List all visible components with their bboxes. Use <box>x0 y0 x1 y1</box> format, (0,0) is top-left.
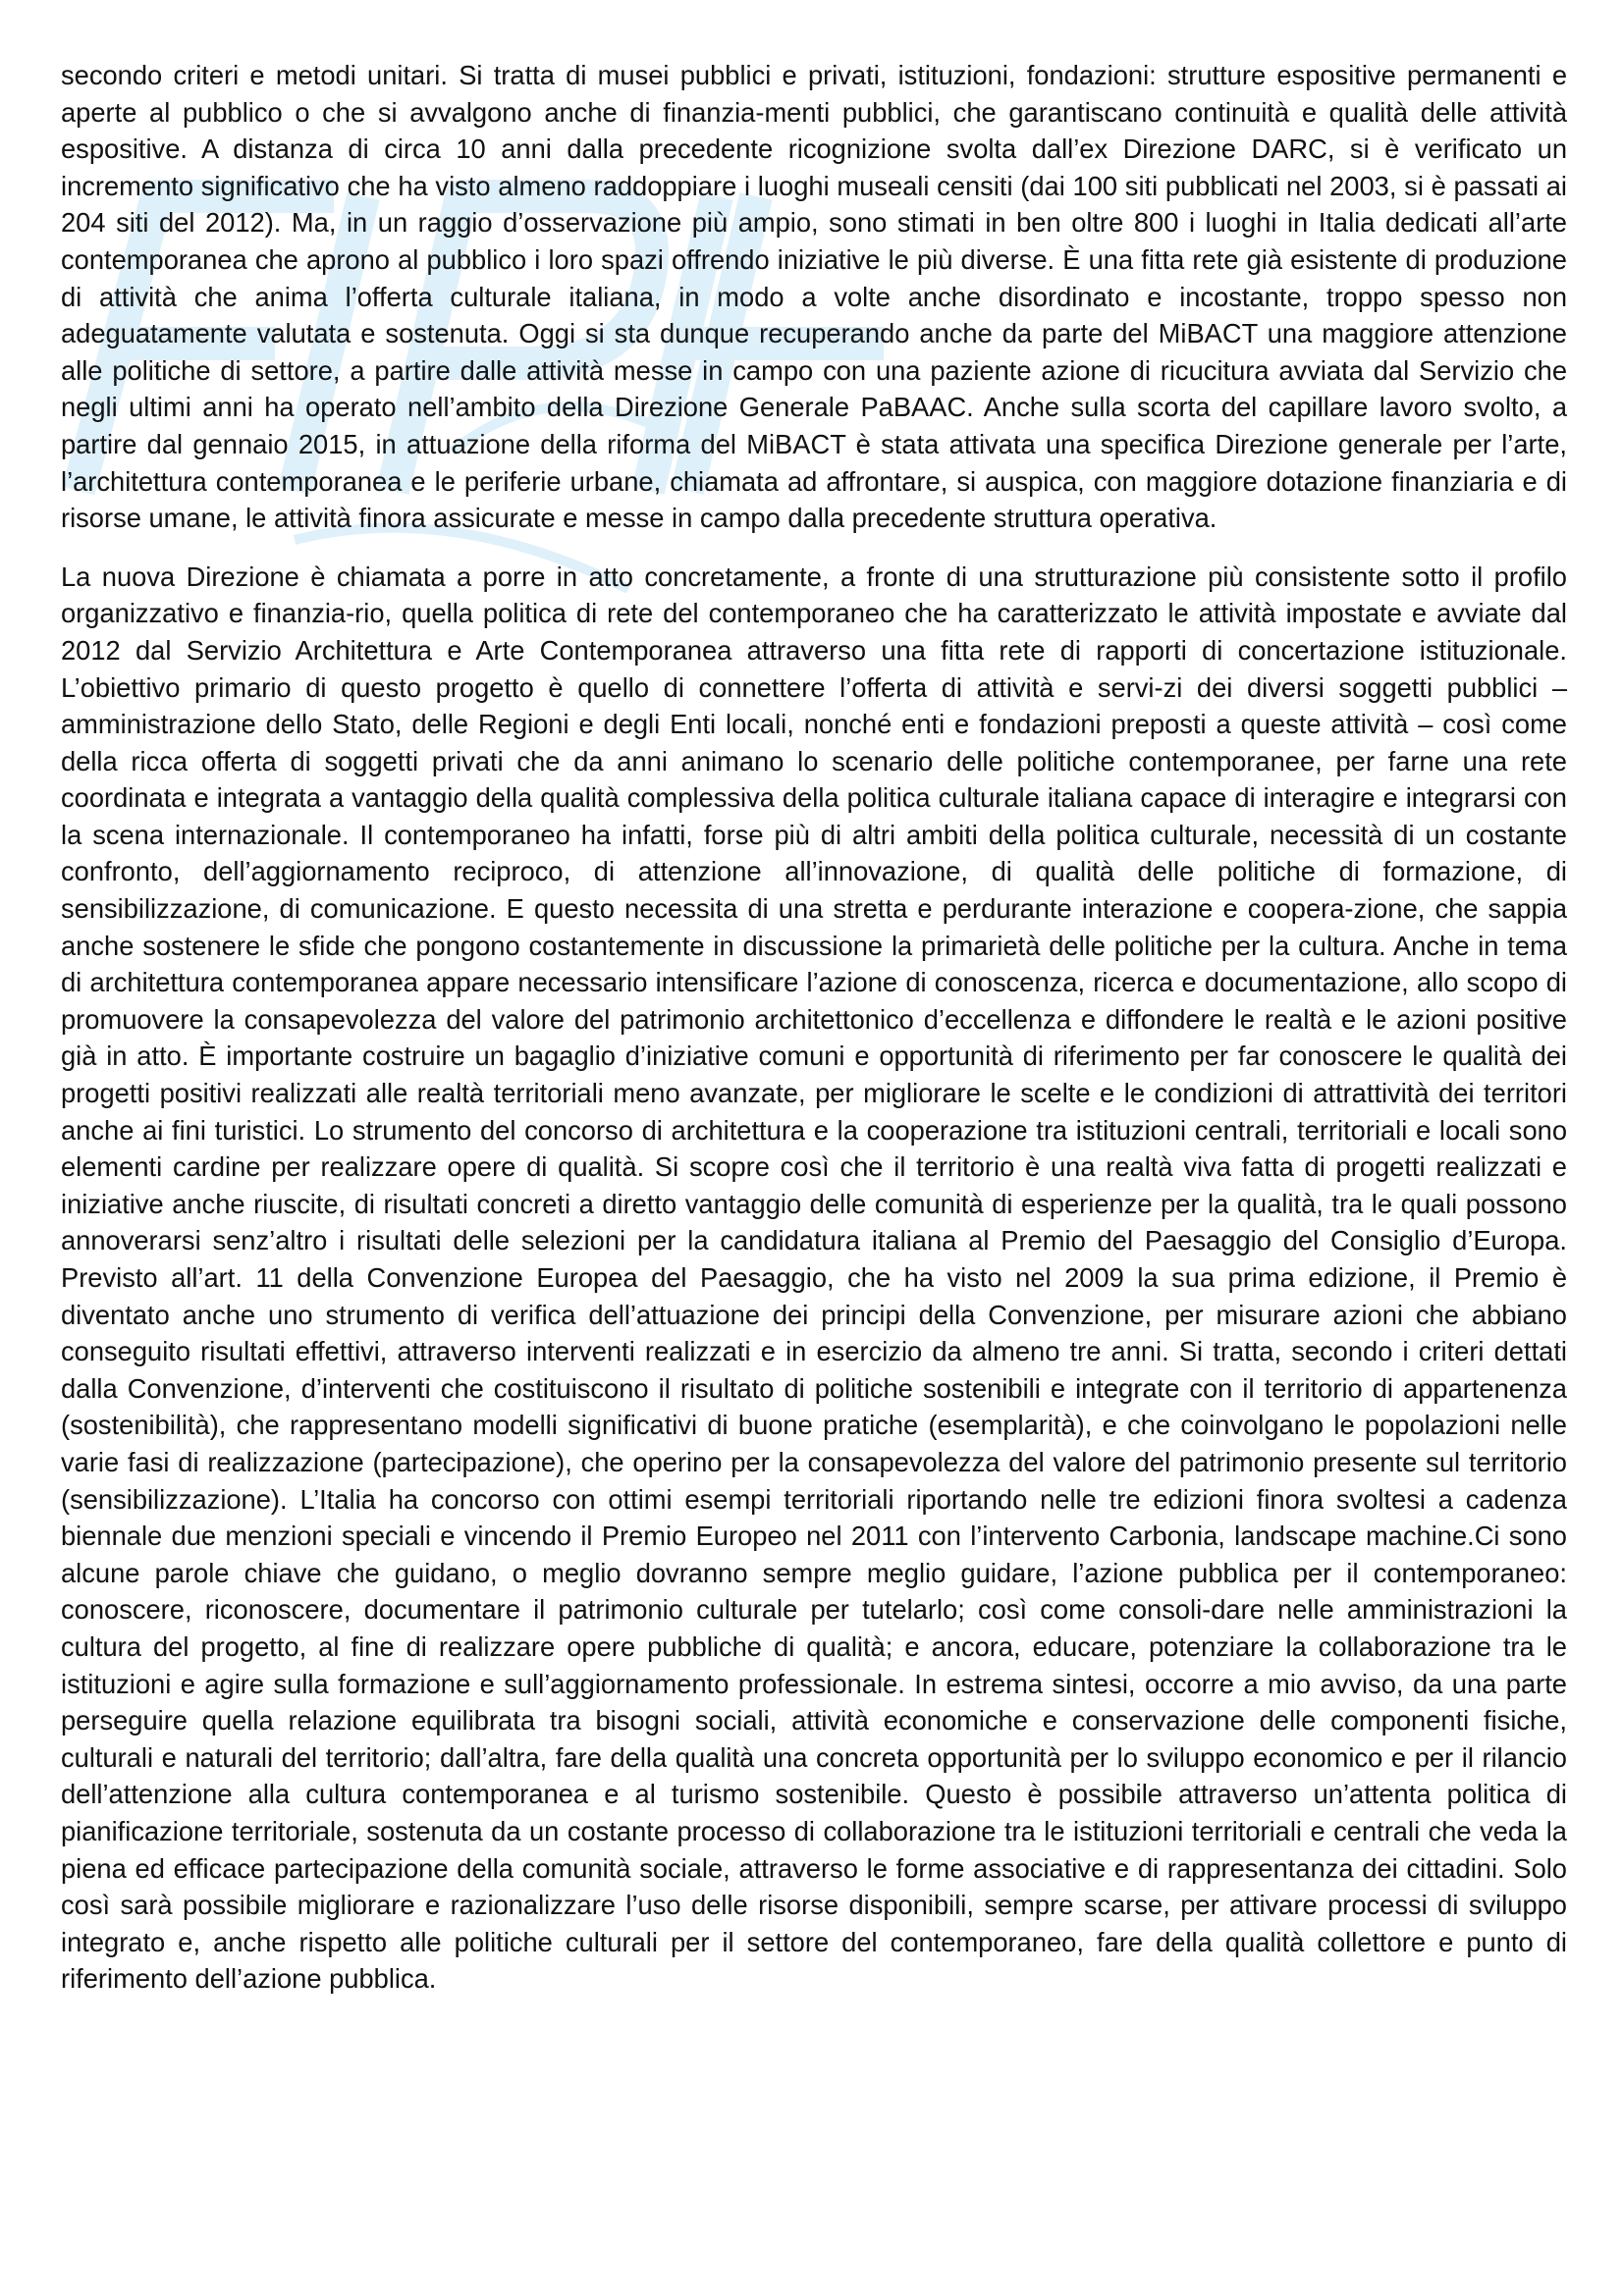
paragraph: secondo criteri e metodi unitari. Si tratta di musei pubblici e privati, istituzioni, fondazioni: strutture espositive permanenti e aperte al pubblico o che si avvalgono anche di finanzia-menti pubblici, che garantiscano continuità e qualità delle attività espositive. A distanza di circa 10 anni dalla precedente ricognizione svolta dall’ex Direzione DARC, si è verificato un incremento significativo che ha visto almeno raddoppiare i luoghi museali censiti (dai 100 siti pubblicati nel 2003, si è passati ai 204 siti del 2012). Ma, in un raggio d’osservazione più ampio, sono stimati in ben oltre 800 i luoghi in Italia dedicati all’arte contemporanea che aprono al pubblico i loro spazi offrendo iniziative le più diverse. È una fitta rete già esistente di produzione di attività che anima l’offerta culturale italiana, in modo a volte anche disordinato e incostante, troppo spesso non adeguatamente valutata e sostenuta. Oggi si sta dunque recuperando anche da parte del MiBACT una maggiore attenzione alle politiche di settore, a partire dalle attività messe in campo con una paziente azione di ricucitura avviata dal Servizio che negli ultimi anni ha operato nell’ambito della Direzione Generale PaBAAC. Anche sulla scorta del capillare lavoro svolto, a partire dal gennaio 2015, in attuazione della riforma del MiBACT è stata attivata una specifica Direzione generale per l’arte, l’architettura contemporanea e le periferie urbane, chiamata ad affrontare, si auspica, con maggiore dotazione finanziaria e di risorse umane, le attività finora assicurate e messe in campo dalla precedente struttura operativa. <box>61 60 1567 534</box>
paragraph: La nuova Direzione è chiamata a porre in atto concretamente, a fronte di una strutturazione più consistente sotto il profilo organizzativo e finanzia-rio, quella politica di rete del contemporaneo che ha caratterizzato le attività impostate e avviate dal 2012 dal Servizio Architettura e Arte Contemporanea attraverso una fitta rete di rapporti di concertazione istituzionale. L’obiettivo primario di questo progetto è quello di connettere l’offerta di attività e servi-zi dei diversi soggetti pubblici – amministrazione dello Stato, delle Regioni e degli Enti locali, nonché enti e fondazioni preposti a queste attività – così come della ricca offerta di soggetti privati che da anni animano lo scenario delle politiche contemporanee, per farne una rete coordinata e integrata a vantaggio della qualità complessiva della politica culturale italiana capace di interagire e integrarsi con la scena internazionale. Il contemporaneo ha infatti, forse più di altri ambiti della politica culturale, necessità di un costante confronto, dell’aggiornamento reciproco, di attenzione all’innovazione, di qualità delle politiche di formazione, di sensibilizzazione, di comunicazione. E questo necessita di una stretta e perdurante interazione e coopera-zione, che sappia anche sostenere le sfide che pongono costantemente in discussione la primarietà delle politiche per la cultura. Anche in tema di architettura contemporanea appare necessario intensificare l’azione di conoscenza, ricerca e documentazione, allo scopo di promuovere la consapevolezza del valore del patrimonio architettonico d’eccellenza e diffondere le realtà e le azioni positive già in atto. È importante costruire un bagaglio d’iniziative comuni e opportunità di riferimento per far conoscere le qualità dei progetti positivi realizzati alle realtà territoriali meno avanzate, per migliorare le scelte e le condizioni di attrattività dei territori anche ai fini turistici. Lo strumento del concorso di architettura e la cooperazione tra istituzioni centrali, territoriali e locali sono elementi cardine per realizzare opere di qualità. Si scopre così che il territorio è una realtà viva fatta di progetti realizzati e iniziative anche riuscite, di risultati concreti a diretto vantaggio delle comunità di esperienze per la qualità, tra le quali possono annoverarsi senz’altro i risultati delle selezioni per la candidatura italiana al Premio del Paesaggio del Consiglio d’Europa. Previsto all’art. 11 della Convenzione Europea del Paesaggio, che ha visto nel 2009 la sua prima edizione, il Premio è diventato anche uno strumento di verifica dell’attuazione dei principi della Convenzione, per misurare azioni che abbiano conseguito risultati effettivi, attraverso interventi realizzati e in esercizio da almeno tre anni. Si tratta, secondo i criteri dettati dalla Convenzione, d’interventi che costituiscono il risultato di politiche sostenibili e integrate con il territorio di appartenenza (sostenibilità), che rappresentano modelli significativi di buone pratiche (esemplarità), e che coinvolgano le popolazioni nelle varie fasi di realizzazione (partecipazione), che operino per la consapevolezza del valore del patrimonio presente sul territorio (sensibilizzazione). L’Italia ha concorso con ottimi esempi territoriali riportando nelle tre edizioni finora svoltesi a cadenza biennale due menzioni speciali e vincendo il Premio Europeo nel 2011 con l’intervento Carbonia, landscape machine.Ci sono alcune parole chiave che guidano, o meglio dovranno sempre meglio guidare, l’azione pubblica per il contemporaneo: conoscere, riconoscere, documentare il patrimonio culturale per tutelarlo; così come consoli-dare nelle amministrazioni la cultura del progetto, al fine di realizzare opere pubbliche di qualità; e ancora, educare, potenziare la collaborazione tra le istituzioni e agire sulla formazione e sull’aggiornamento professionale. In estrema sintesi, occorre a mio avviso, da una parte perseguire quella relazione equilibrata tra bisogni sociali, attività economiche e conservazione delle componenti fisiche, culturali e naturali del territorio; dall’altra, fare della qualità una concreta opportunità per lo sviluppo economico e per il rilancio dell’attenzione alla cultura contemporanea e al turismo sostenibile. Questo è possibile attraverso un’attenta politica di pianificazione territoriale, sostenuta da un costante processo di collaborazione tra le istituzioni territoriali e centrali che veda la piena ed efficace partecipazione della comunità sociale, attraverso le forme associative e di rappresentanza dei cittadini. Solo così sarà possibile migliorare e razionalizzare l’uso delle risorse disponibili, sempre scarse, per attivare processi di sviluppo integrato e, anche rispetto alle politiche culturali per il settore del contemporaneo, fare della qualità collettore e punto di riferimento dell’azione pubblica. <box>61 561 1567 1995</box>
document-body <box>61 57 1567 1998</box>
